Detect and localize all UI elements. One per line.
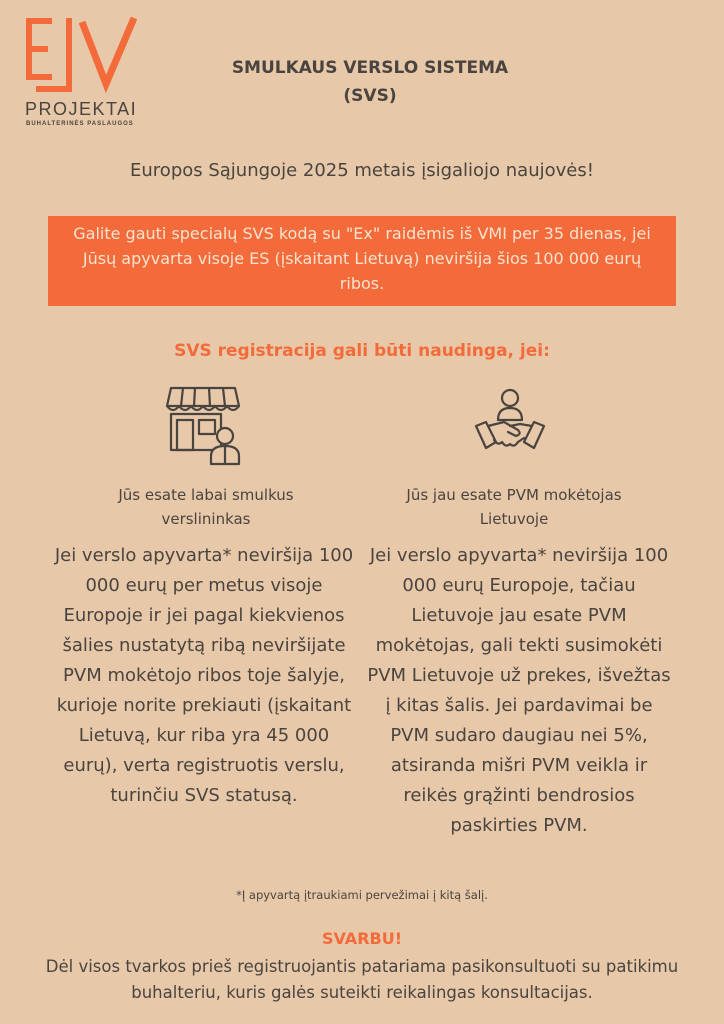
handshake-icon [474,386,546,456]
shop-owner-icon [163,384,243,466]
important-label: SVARBU! [321,929,402,948]
logo-tagline: BUHALTERINĖS PASLAUGOS [26,121,134,127]
column-caption-small-business: Jūs esate labai smulkus verslininkas [118,486,294,528]
section-subheading: SVS registracija gali būti naudinga, jei: [174,341,550,361]
page-title [170,54,570,110]
column-body-vat-payer: Jei verslo apyvarta* neviršija 100 000 eurų Europoje, tačiau Lietuvoje jau esate PVM mokėtojas, gali tekti susimokėti PVM Lietuvoje už prekes, išvežtas į kitas šalis. Jei pardavimai be PVM sudaro daugiau nei 5%, atsiranda mišri PVM veikla ir reikės grąžinti bendrosios paskirties PVM. [367,545,671,836]
column-body-small-business: Jei verslo apyvarta* neviršija 100 000 eurų per metus visoje Europoje ir jei pagal kiekvienos šalies nustatytą ribą neviršijate PVM mokėtojo ribos toje šalyje, kurioje norite prekiauti (įskaitant Lietuvą, kur riba yra 45 000 eurų), verta registruotis verslu, turinčiu SVS statusą. [54,545,354,806]
title-line-2: (SVS) [343,86,397,106]
important-advice-text: Dėl visos tvarkos prieš registruojantis patariama pasikonsultuoti su patikimu buhalteriu, kuris galės suteikti reikalingas konsultacijas. [45,957,679,1002]
intro-text: Europos Sąjungoje 2025 metais įsigaliojo naujovės! [130,160,594,181]
column-caption-vat-payer: Jūs jau esate PVM mokėtojas Lietuvoje [406,486,622,528]
highlight-banner: Galite gauti specialų SVS kodą su "Ex" raidėmis iš VMI per 35 dienas, jei Jūsų apyvarta visoje ES (įskaitant Lietuvą) neviršija šios 100 000 eurų ribos. [48,216,676,306]
footnote: *Į apyvartą įtraukiami pervežimai į kitą šalį. [236,888,488,902]
title-line-1: SMULKAUS VERSLO SISTEMA [231,58,509,78]
logo-wordmark: PROJEKTAI [25,99,138,119]
